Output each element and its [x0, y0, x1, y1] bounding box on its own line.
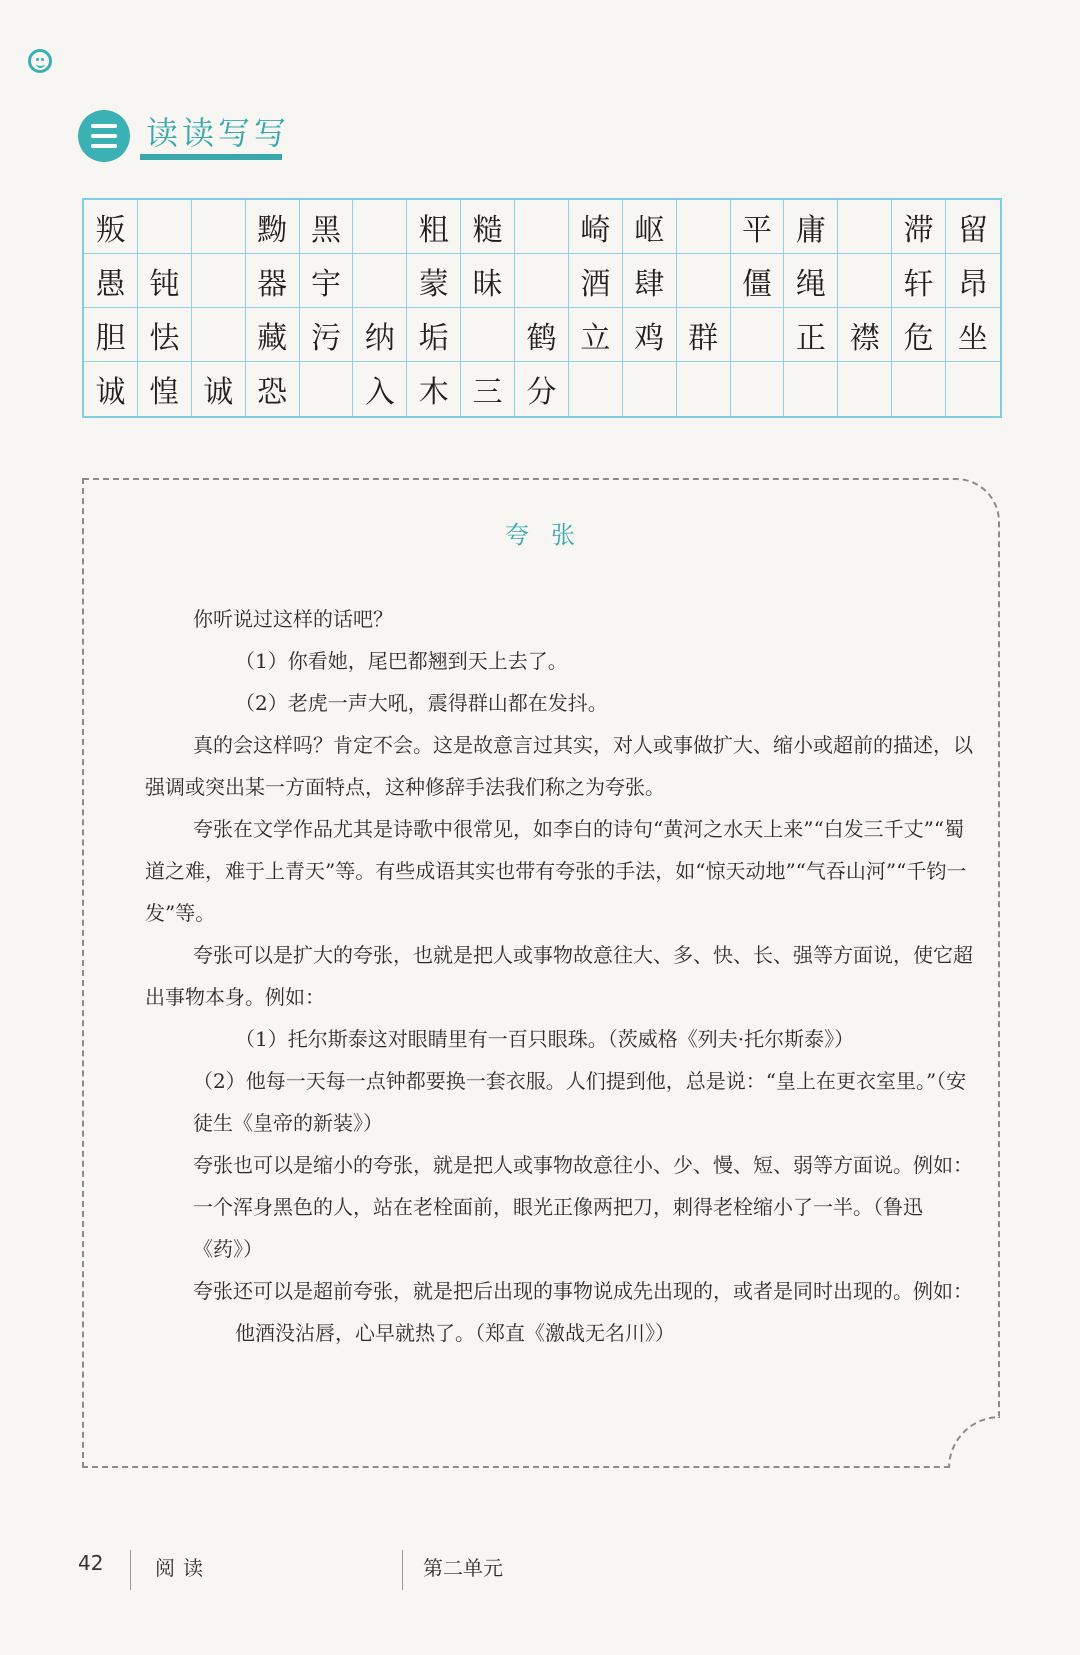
article-paragraph: 夸张在文学作品尤其是诗歌中很常见，如李白的诗句“黄河之水天上来”“白发三千丈”“蜀道之难，难于上青天”等。有些成语其实也带有夸张的手法，如“惊天动地”“气吞山河”“千钧一发”等。 — [145, 817, 967, 925]
grid-cell: 群 — [677, 308, 731, 362]
grid-cell: 绳 — [784, 254, 838, 308]
grid-cell: 藏 — [246, 308, 300, 362]
article-paragraph: 夸张也可以是缩小的夸张，就是把人或事物故意往小、少、慢、短、弱等方面说。例如： — [193, 1153, 973, 1177]
article-paragraph: 夸张还可以是超前夸张，就是把后出现的事物说成先出现的，或者是同时出现的。例如： — [193, 1279, 973, 1303]
section-title: 读读写写 — [146, 114, 291, 152]
article-paragraph: 一个浑身黑色的人，站在老栓面前，眼光正像两把刀，刺得老栓缩小了一半。（鲁迅《药》） — [193, 1195, 923, 1261]
article-paragraph: （1）托尔斯泰这对眼睛里有一百只眼珠。（茨威格《列夫·托尔斯泰》） — [235, 1027, 855, 1051]
grid-cell — [677, 200, 731, 254]
grid-cell: 庸 — [784, 200, 838, 254]
grid-cell: 污 — [300, 308, 354, 362]
grid-cell — [353, 200, 407, 254]
footer-divider — [130, 1550, 131, 1590]
grid-cell: 酒 — [569, 254, 623, 308]
grid-cell: 平 — [731, 200, 785, 254]
grid-cell: 黑 — [300, 200, 354, 254]
grid-cell: 坐 — [946, 308, 1000, 362]
smiley-icon — [28, 49, 52, 73]
grid-cell: 立 — [569, 308, 623, 362]
section-title-underline — [140, 154, 282, 160]
grid-cell — [731, 308, 785, 362]
grid-cell: 诚 — [84, 362, 138, 416]
grid-cell: 分 — [515, 362, 569, 416]
grid-cell — [192, 308, 246, 362]
article-paragraph: 真的会这样吗？肯定不会。这是故意言过其实，对人或事做扩大、缩小或超前的描述，以强调或突出某一方面特点，这种修辞手法我们称之为夸张。 — [145, 733, 973, 799]
article-paragraph: （2）他每一天每一点钟都要换一套衣服。人们提到他，总是说：“皇上在更衣室里。”（安徒生《皇帝的新装》） — [193, 1069, 967, 1135]
footer-section-label: 阅读 — [155, 1556, 211, 1580]
grid-cell: 木 — [407, 362, 461, 416]
grid-cell: 纳 — [353, 308, 407, 362]
grid-cell — [515, 254, 569, 308]
article-body — [145, 598, 975, 1354]
grid-cell: 留 — [946, 200, 1000, 254]
footer-unit-label: 第二单元 — [423, 1556, 503, 1580]
footer-divider — [402, 1550, 403, 1590]
grid-cell: 三 — [461, 362, 515, 416]
grid-cell: 鹤 — [515, 308, 569, 362]
grid-cell: 岖 — [623, 200, 677, 254]
grid-cell — [192, 254, 246, 308]
grid-cell — [569, 362, 623, 416]
grid-cell — [892, 362, 946, 416]
grid-cell: 愚 — [84, 254, 138, 308]
grid-cell: 垢 — [407, 308, 461, 362]
grid-cell: 恐 — [246, 362, 300, 416]
article-paragraph: （1）你看她，尾巴都翘到天上去了。 — [235, 649, 568, 673]
grid-cell: 怯 — [138, 308, 192, 362]
grid-cell: 崎 — [569, 200, 623, 254]
grid-cell: 滞 — [892, 200, 946, 254]
article-paragraph: 他酒没沾唇，心早就热了。（郑直《激战无名川》） — [235, 1321, 675, 1345]
grid-cell: 正 — [784, 308, 838, 362]
grid-cell — [784, 362, 838, 416]
grid-cell — [138, 200, 192, 254]
section-number-three-icon — [78, 110, 130, 162]
grid-cell: 惶 — [138, 362, 192, 416]
grid-cell — [353, 254, 407, 308]
grid-cell — [515, 200, 569, 254]
grid-cell: 入 — [353, 362, 407, 416]
article-paragraph: 你听说过这样的话吧？ — [193, 607, 393, 631]
article-paragraph: 夸张可以是扩大的夸张，也就是把人或事物故意往大、多、快、长、强等方面说，使它超出事物本身。例如： — [145, 943, 973, 1009]
grid-cell — [731, 362, 785, 416]
grid-cell: 昂 — [946, 254, 1000, 308]
page-number: 42 — [78, 1551, 104, 1575]
grid-cell: 危 — [892, 308, 946, 362]
grid-cell: 黝 — [246, 200, 300, 254]
grid-cell — [946, 362, 1000, 416]
grid-cell: 轩 — [892, 254, 946, 308]
grid-cell — [838, 254, 892, 308]
grid-cell: 蒙 — [407, 254, 461, 308]
grid-cell: 宇 — [300, 254, 354, 308]
grid-cell: 鸡 — [623, 308, 677, 362]
grid-cell — [838, 362, 892, 416]
grid-cell: 糙 — [461, 200, 515, 254]
grid-cell: 昧 — [461, 254, 515, 308]
grid-cell — [677, 254, 731, 308]
vocabulary-grid — [82, 198, 1002, 418]
grid-cell: 器 — [246, 254, 300, 308]
grid-cell — [838, 200, 892, 254]
grid-cell: 诚 — [192, 362, 246, 416]
grid-cell: 胆 — [84, 308, 138, 362]
grid-cell: 钝 — [138, 254, 192, 308]
article-title: 夸张 — [505, 521, 597, 549]
grid-cell — [677, 362, 731, 416]
grid-cell: 粗 — [407, 200, 461, 254]
grid-cell — [461, 308, 515, 362]
grid-cell: 襟 — [838, 308, 892, 362]
grid-cell — [300, 362, 354, 416]
grid-cell — [192, 200, 246, 254]
article-paragraph: （2）老虎一声大吼，震得群山都在发抖。 — [235, 691, 608, 715]
panel-corner-notch — [948, 1416, 1000, 1468]
grid-cell — [623, 362, 677, 416]
grid-cell: 僵 — [731, 254, 785, 308]
grid-cell: 肆 — [623, 254, 677, 308]
grid-cell: 叛 — [84, 200, 138, 254]
